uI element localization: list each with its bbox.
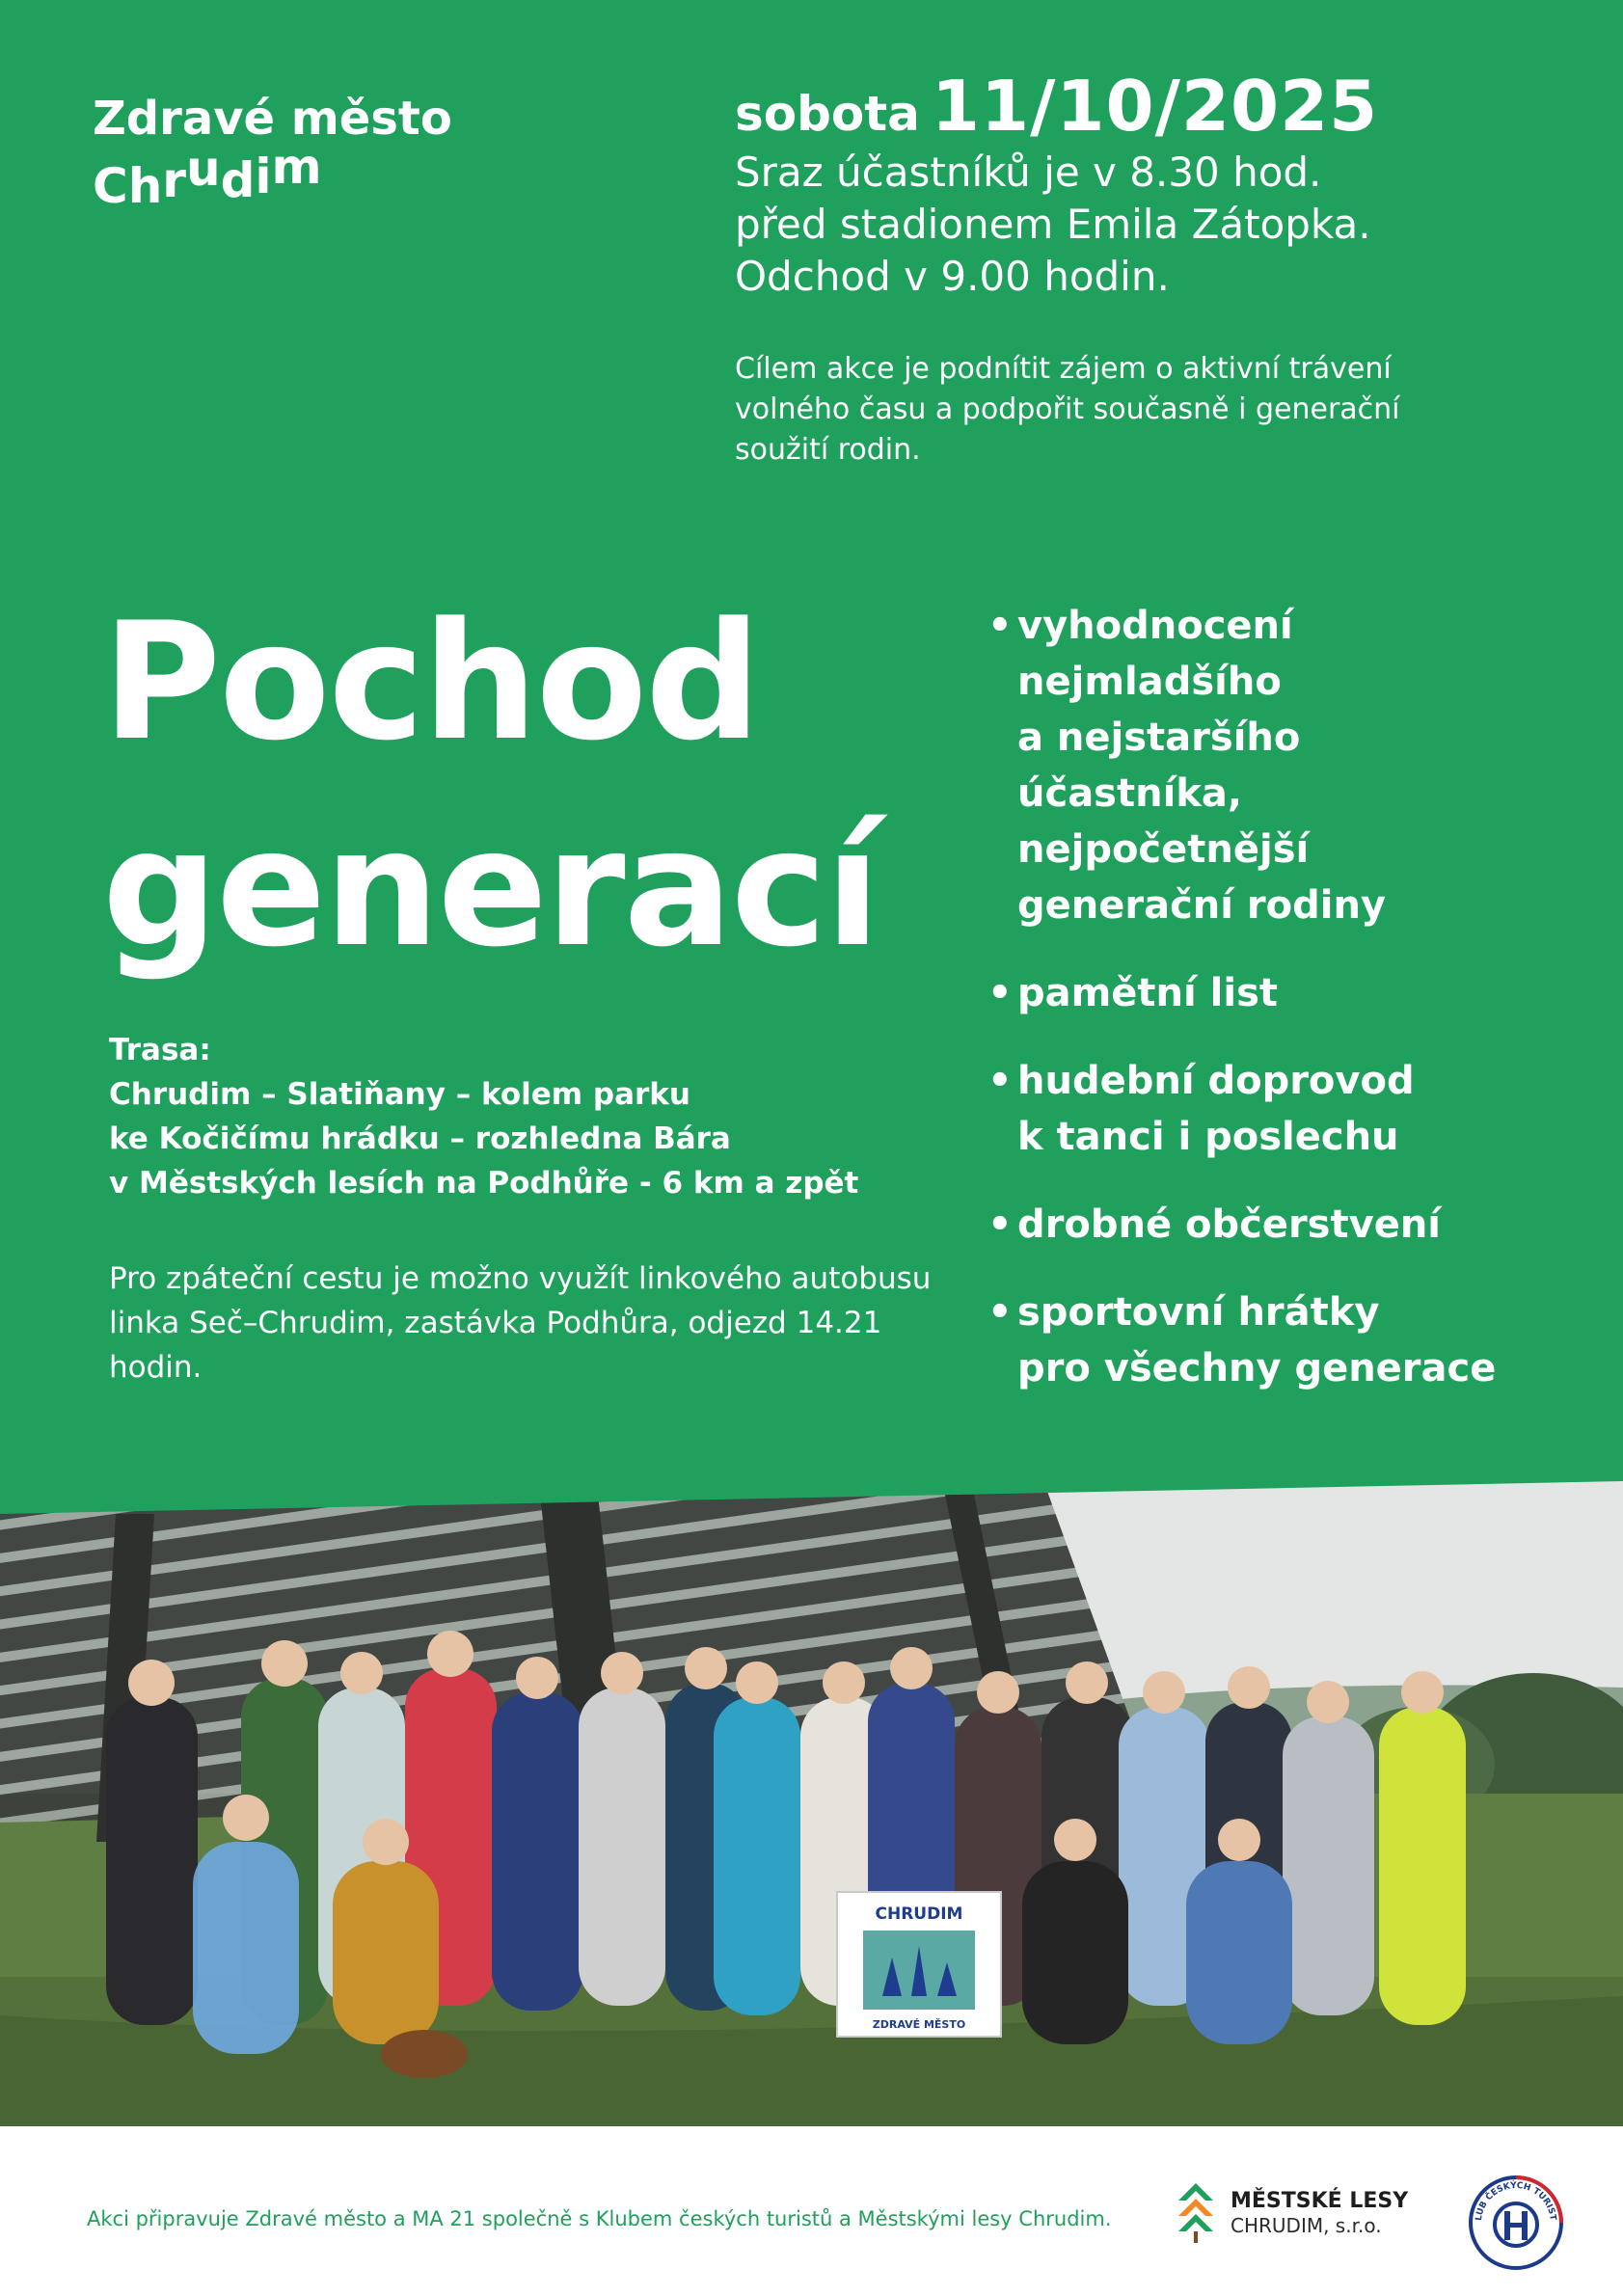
event-info [735,66,1487,471]
program-line: pamětní list [1017,971,1279,1015]
bullet-dot: • [987,604,1013,648]
partner-name: MĚSTSKÉ LESY [1231,2188,1409,2213]
chrudim-banner [837,1892,1001,2037]
route-line: ke Kočičímu hrádku – rozhledna Bára [109,1121,731,1156]
kct-club-logo [1468,2174,1564,2275]
program-item [984,598,1496,933]
partner-text [1231,2189,1408,2237]
event-date: 11/10/2025 [931,66,1379,147]
program-item [984,1053,1496,1165]
date-row [735,66,1487,147]
bullet-dot: • [987,971,1013,1015]
route-line: v Městských lesích na Podhůře - 6 km a zpět [109,1166,859,1201]
tree-icon [1175,2181,1217,2245]
meet-line: Sraz účastníků je v 8.30 hod. [735,149,1322,196]
logo-letter: i [255,149,272,205]
program-line: k tanci i poslechu [1017,1115,1399,1159]
program-line: vyhodnocení [1017,604,1293,648]
group-photo-illustration [0,1475,1623,2126]
program-line: drobné občerstvení [1017,1202,1442,1247]
return-info: Pro zpáteční cestu je možno využít linkového autobusu linka Seč–Chrudim, zastávka Podhůra, odjezd 14.21 hodin. [109,1261,932,1385]
bullet-dot: • [987,1290,1013,1335]
program-line: nejmladšího [1017,660,1282,704]
program-line: pro všechny generace [1017,1346,1497,1391]
kct-emblem-icon [1468,2174,1564,2271]
logo-letter: r [162,152,186,209]
logo-letter: Ch [93,158,163,215]
route [109,1028,977,1205]
program-line: hudební doprovod [1017,1059,1415,1103]
logo-letter: m [271,139,322,196]
program-line: účastníka, [1017,771,1243,816]
logo-letter: d [220,152,256,209]
program-line: sportovní hrátky [1017,1290,1380,1335]
title-line2: generací [102,794,879,983]
route-line: Chrudim – Slatiňany – kolem parku [109,1077,690,1112]
program-line: generační rodiny [1017,883,1387,928]
bullet-dot: • [987,1202,1013,1247]
route-heading: Trasa: [109,1033,211,1067]
program-list [984,598,1496,1428]
mestske-lesy-logo [1175,2181,1408,2245]
program-line: nejpočetnější [1017,827,1310,872]
banner-bottom-text: ZDRAVÉ MĚSTO [872,2018,966,2031]
title-line1: Pochod [102,587,760,776]
partner-subtitle: CHRUDIM, s.r.o. [1231,2214,1382,2238]
meet-line: Odchod v 9.00 hodin. [735,253,1170,300]
program-item [984,1284,1496,1396]
event-aim: Cílem akce je podnítit zájem o aktivní trávení volného času a podpořit současně i generační soužití rodin. [735,352,1400,467]
program-item [984,965,1496,1021]
bullet-dot: • [987,1059,1013,1103]
program-line: a nejstaršího [1017,716,1301,760]
photo-edge [0,1473,1623,1531]
footer-credits: Akci připravuje Zdravé město a MA 21 společně s Klubem českých turistů a Městskými lesy Chrudim. [87,2207,1112,2230]
program-item [984,1197,1496,1253]
event-day: sobota [735,86,920,142]
logo-line2 [93,139,452,215]
logo-letter: u [185,141,221,198]
zdrave-mesto-logo [93,92,452,215]
club-label: LUB ČESKÝCH TURIST [1474,2180,1557,2222]
banner-top-text: CHRUDIM [875,1904,963,1924]
meet-line: před stadionem Emila Zátopka. [735,201,1371,248]
group-photo [0,1475,1623,2126]
event-title [102,579,879,991]
logo-line1: Zdravé město [93,92,452,146]
